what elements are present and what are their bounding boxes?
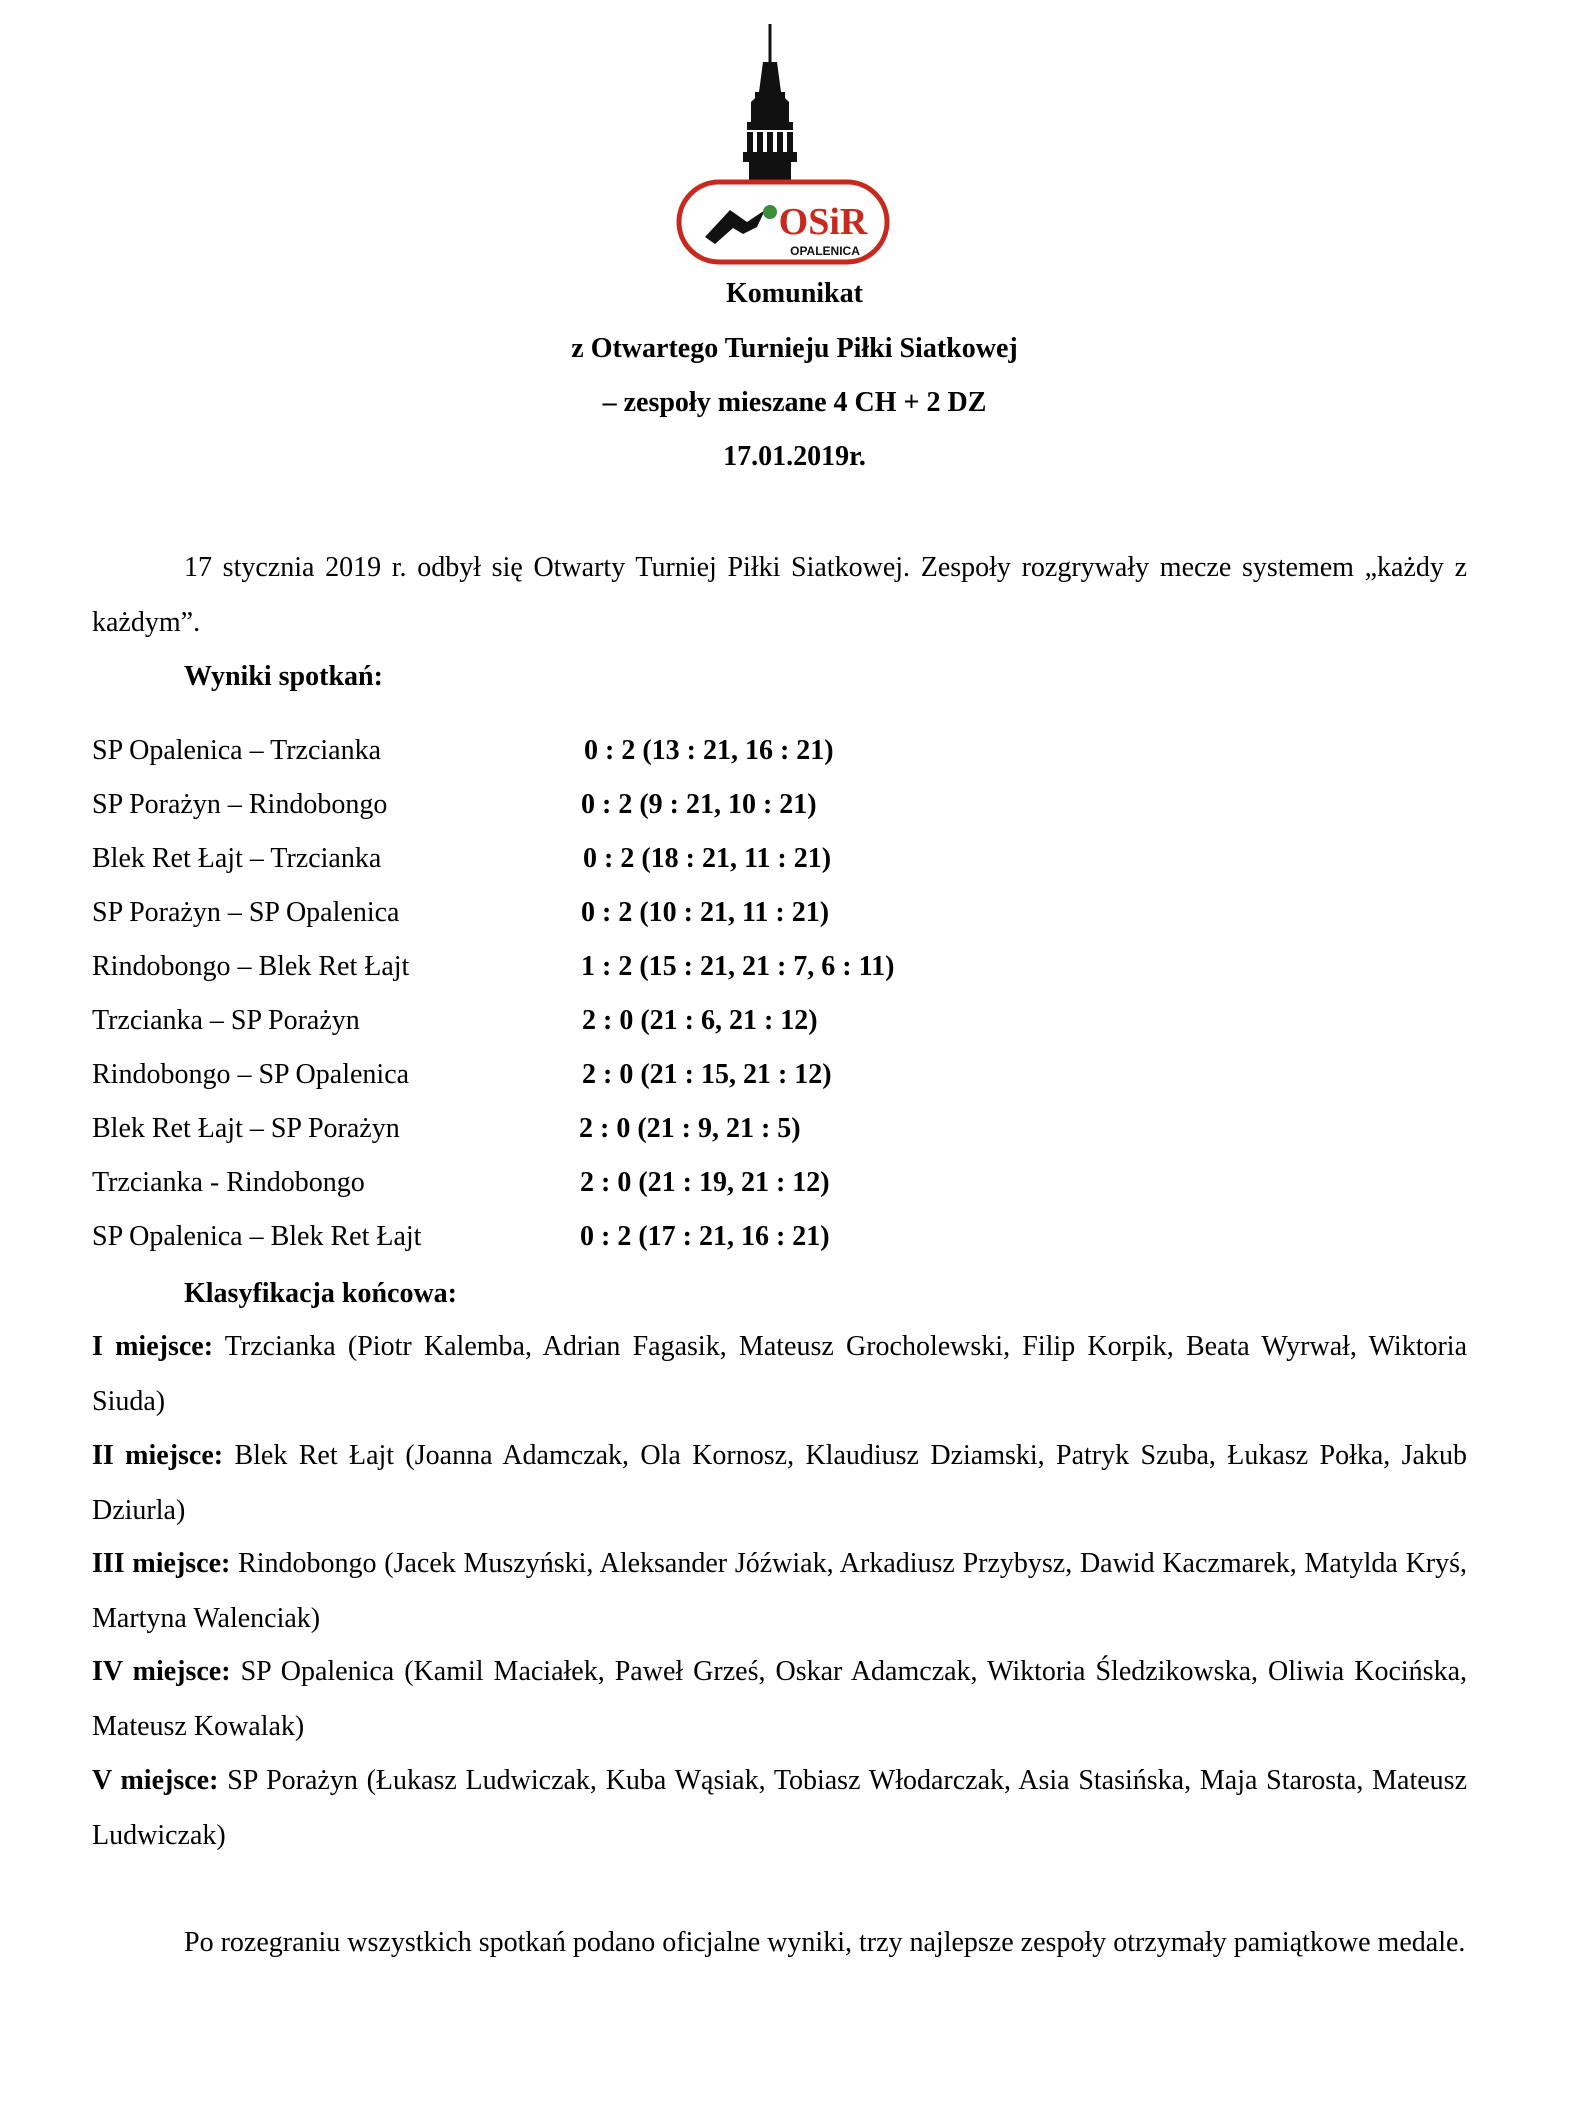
match-score: 0 : 2 (13 : 21, 16 : 21) — [584, 735, 834, 766]
place-label: IV miejsce: — [92, 1656, 231, 1687]
subtitle-line-teams: – zespoły mieszane 4 CH + 2 DZ — [602, 387, 987, 418]
match-score: 0 : 2 (17 : 21, 16 : 21) — [580, 1221, 830, 1252]
place-entry — [92, 1319, 1467, 1429]
place-label: I miejsce: — [92, 1331, 214, 1362]
page-title: Komunikat — [726, 278, 863, 309]
place-entry — [92, 1753, 1467, 1863]
match-teams: Rindobongo – SP Opalenica — [92, 1059, 410, 1090]
match-score: 0 : 2 (10 : 21, 11 : 21) — [581, 897, 830, 928]
match-score: 2 : 0 (21 : 9, 21 : 5) — [579, 1113, 801, 1144]
place-label: III miejsce: — [92, 1548, 231, 1579]
match-teams: Rindobongo – Blek Ret Łajt — [92, 951, 410, 982]
match-row — [92, 1221, 1292, 1261]
match-row — [92, 897, 1292, 937]
place-entry — [92, 1536, 1467, 1646]
osir-opalenica-logo — [675, 22, 895, 267]
match-teams: Blek Ret Łajt – Trzcianka — [92, 843, 382, 874]
place-text: Blek Ret Łajt (Joanna Adamczak, Ola Kornosz, Klaudiusz Dziamski, Patryk Szuba, Łukasz Połka, Jakub Dziurla) — [92, 1440, 1467, 1526]
place-label: V miejsce: — [92, 1765, 219, 1796]
results-heading: Wyniki spotkań: — [184, 661, 383, 692]
match-score: 1 : 2 (15 : 21, 21 : 7, 6 : 11) — [581, 951, 895, 982]
match-score: 0 : 2 (9 : 21, 10 : 21) — [581, 789, 817, 820]
match-teams: SP Opalenica – Trzcianka — [92, 735, 382, 766]
match-teams: SP Porażyn – SP Opalenica — [92, 897, 400, 928]
match-row — [92, 1005, 1292, 1045]
subtitle-line: z Otwartego Turnieju Piłki Siatkowej — [571, 333, 1018, 364]
match-row — [92, 1167, 1292, 1207]
intro-paragraph: 17 stycznia 2019 r. odbył się Otwarty Turniej Piłki Siatkowej. Zespoły rozgrywały mecze systemem „każdy z każdym”. — [92, 552, 1467, 638]
place-entry — [92, 1644, 1467, 1754]
place-text: Rindobongo (Jacek Muszyński, Aleksander Jóźwiak, Arkadiusz Przybysz, Dawid Kaczmarek, Matylda Kryś, Martyna Walenciak) — [92, 1548, 1468, 1634]
logo-brand-text: OSiR — [778, 201, 868, 243]
match-row — [92, 951, 1292, 991]
match-row — [92, 1113, 1292, 1153]
event-date: 17.01.2019r. — [723, 441, 866, 472]
match-score: 0 : 2 (18 : 21, 11 : 21) — [583, 843, 832, 874]
closing-paragraph: Po rozegraniu wszystkich spotkań podano oficjalne wyniki, trzy najlepsze zespoły otrzymały pamiątkowe medale. — [184, 1927, 1466, 1958]
match-teams: SP Porażyn – Rindobongo — [92, 789, 388, 820]
match-row — [92, 1059, 1292, 1099]
place-text: Trzcianka (Piotr Kalemba, Adrian Fagasik, Mateusz Grocholewski, Filip Korpik, Beata Wyrwał, Wiktoria Siuda) — [92, 1331, 1468, 1417]
place-entry — [92, 1428, 1467, 1538]
match-row — [92, 843, 1292, 883]
place-text: SP Porażyn (Łukasz Ludwiczak, Kuba Wąsiak, Tobiasz Włodarczak, Asia Stasińska, Maja Starosta, Mateusz Ludwiczak) — [92, 1765, 1468, 1851]
place-text: SP Opalenica (Kamil Maciałek, Paweł Grześ, Oskar Adamczak, Wiktoria Śledzikowska, Oliwia Kocińska, Mateusz Kowalak) — [92, 1656, 1468, 1742]
match-score: 2 : 0 (21 : 6, 21 : 12) — [582, 1005, 818, 1036]
match-score: 2 : 0 (21 : 19, 21 : 12) — [580, 1167, 830, 1198]
match-teams: Trzcianka – SP Porażyn — [92, 1005, 360, 1036]
logo-city-text: OPALENICA — [790, 244, 860, 258]
match-teams: Trzcianka - Rindobongo — [92, 1167, 365, 1198]
match-score: 2 : 0 (21 : 15, 21 : 12) — [582, 1059, 832, 1090]
place-label: II miejsce: — [92, 1440, 224, 1471]
match-row — [92, 735, 1292, 775]
match-teams: Blek Ret Łajt – SP Porażyn — [92, 1113, 400, 1144]
classification-heading: Klasyfikacja końcowa: — [184, 1278, 457, 1309]
match-teams: SP Opalenica – Blek Ret Łajt — [92, 1221, 422, 1252]
match-row — [92, 789, 1292, 829]
